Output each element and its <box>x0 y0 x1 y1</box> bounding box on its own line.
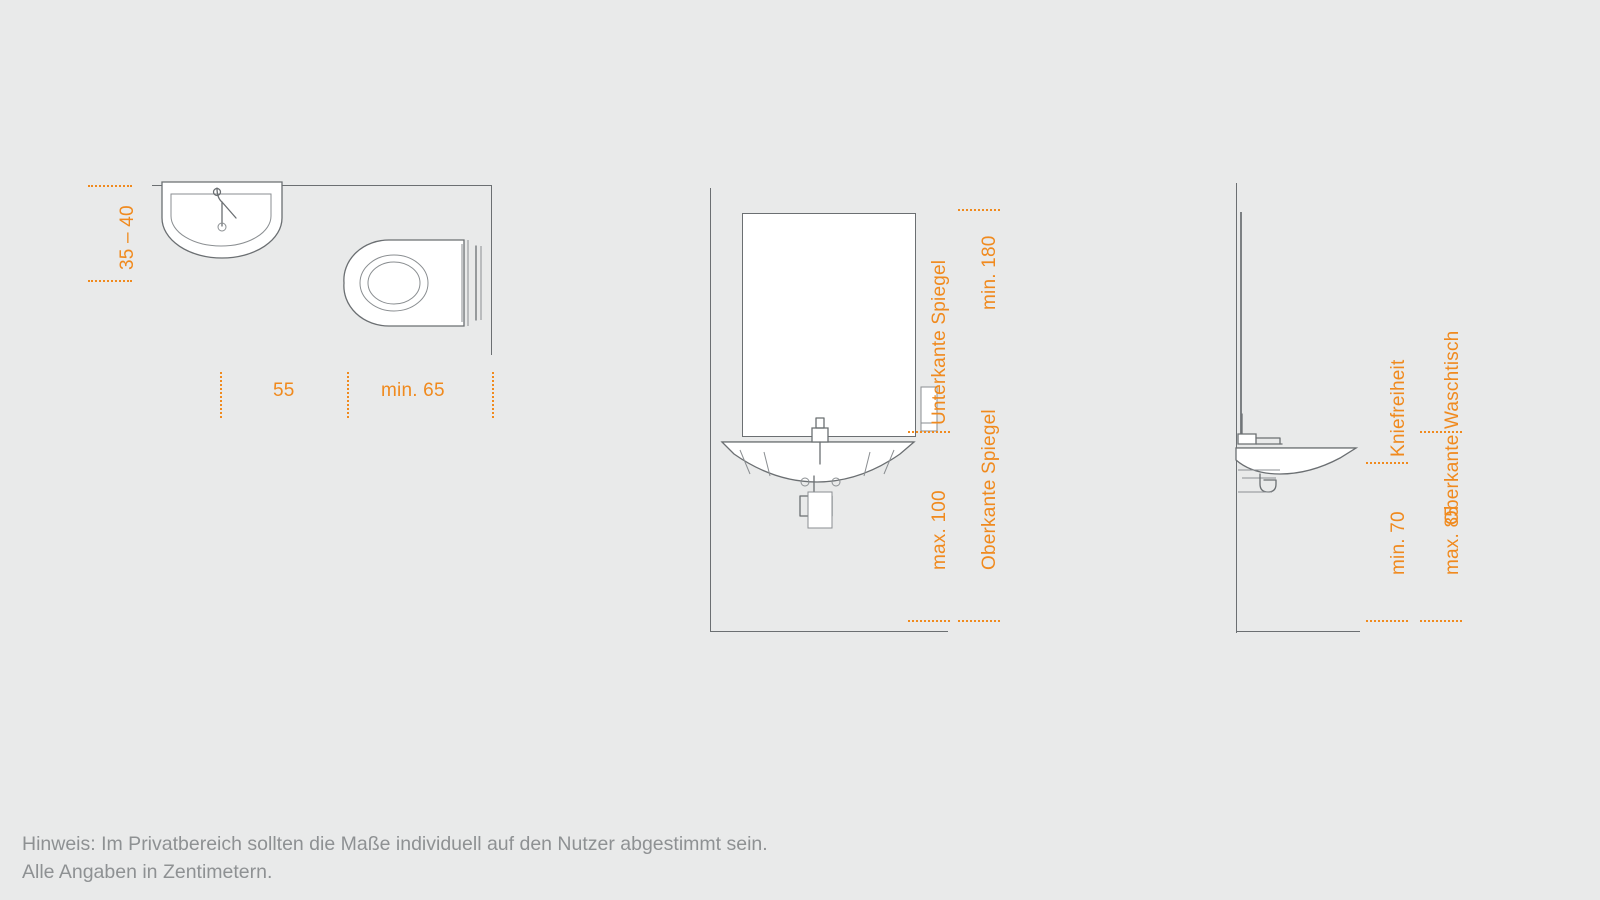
side-dot-floor-a <box>1366 620 1408 622</box>
front-dot-floor-b <box>958 620 1000 622</box>
plan-width-wc-label: min. 65 <box>381 380 445 401</box>
front-mirror-lower-edge-value: max. 100 <box>929 490 950 570</box>
front-mirror-upper-edge-value: min. 180 <box>979 235 1000 310</box>
front-dot-mirror-upper <box>958 209 1000 211</box>
plan-washbasin <box>160 180 290 280</box>
footnote-line-1: Hinweis: Im Privatbereich sollten die Maße individuell auf den Nutzer abgestimmt sein. <box>22 833 768 855</box>
plan-tick-right <box>492 372 494 418</box>
front-dot-floor-a <box>908 620 950 622</box>
plan-wc <box>336 238 496 333</box>
footnote-line-2: Alle Angaben in Zentimetern. <box>22 861 273 883</box>
plan-dot-bottom <box>88 280 132 282</box>
side-washbasin-top-label: Oberkante Waschtisch <box>1442 330 1463 525</box>
side-knee-clearance-value: min. 70 <box>1388 511 1409 575</box>
view-elevation-side <box>1180 0 1600 700</box>
front-floor-line <box>710 631 948 632</box>
plan-width-washbasin-label: 55 <box>273 380 295 401</box>
front-mirror-lower-edge-label: Unterkante Spiegel <box>929 259 950 425</box>
front-mirror <box>742 213 916 437</box>
front-washbasin <box>710 420 950 540</box>
side-dot-floor-b <box>1420 620 1462 622</box>
front-wall-vertical <box>710 188 711 632</box>
side-washbasin-top-value: max. 85 <box>1442 506 1463 575</box>
plan-tick-left <box>220 372 222 418</box>
plan-dot-top <box>88 185 132 187</box>
plan-tick-mid <box>347 372 349 418</box>
front-dot-mirror-lower <box>908 431 950 433</box>
side-floor-line <box>1236 631 1360 632</box>
side-knee-clearance-label: Kniefreiheit <box>1388 359 1409 457</box>
front-mirror-upper-edge-label: Oberkante Spiegel <box>979 409 1000 570</box>
plan-height-range-label: 35 – 40 <box>117 205 138 270</box>
view-elevation-front <box>640 0 1060 700</box>
side-dot-knee-top <box>1366 462 1408 464</box>
view-plan <box>0 0 560 440</box>
